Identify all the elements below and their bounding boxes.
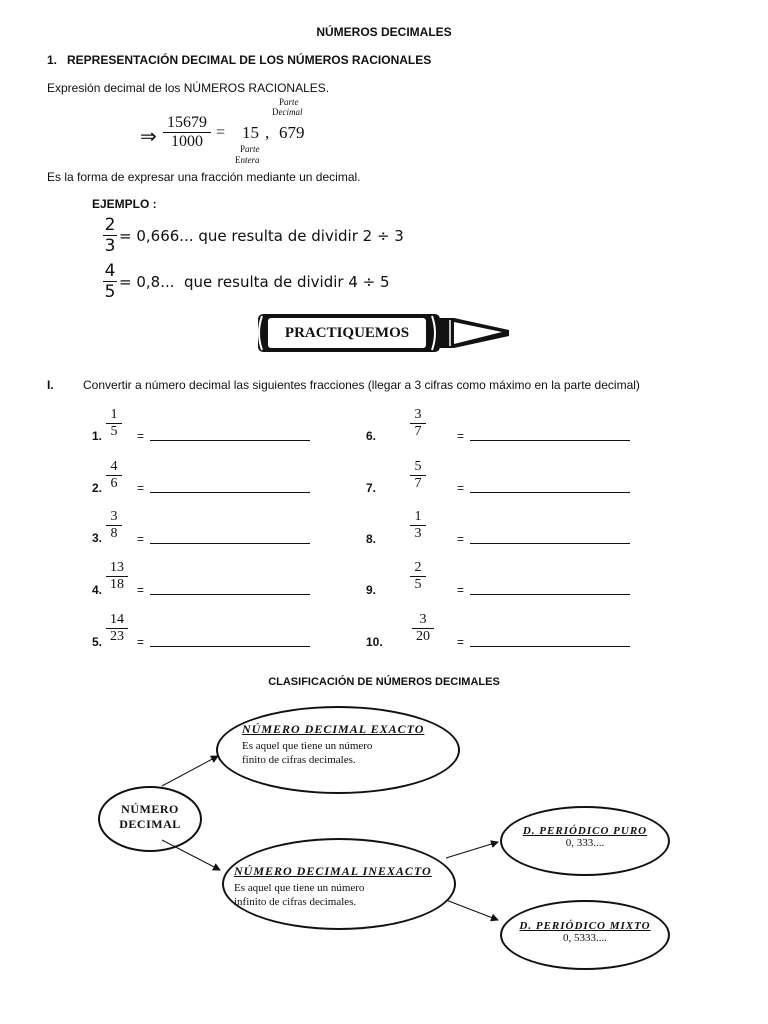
root-line-2: DECIMAL bbox=[119, 817, 181, 831]
integer-part-label-2: Entera bbox=[235, 155, 260, 165]
numerator: 1 bbox=[110, 407, 118, 422]
item-number: 2. bbox=[92, 481, 103, 495]
example-label: EJEMPLO : bbox=[92, 197, 157, 211]
exact-node bbox=[216, 706, 460, 794]
item-number: 9. bbox=[366, 583, 377, 597]
equals-sign: = bbox=[457, 583, 465, 597]
page-title: NÚMEROS DECIMALES bbox=[316, 25, 452, 39]
numerator: 1 bbox=[414, 509, 422, 524]
example-numerator: 4 bbox=[104, 261, 116, 281]
exercise-roman: I. bbox=[47, 378, 54, 392]
item-number: 4. bbox=[92, 583, 103, 597]
decimal-part-label: Parte bbox=[279, 97, 299, 107]
inexact-desc-2: infinito de cifras decimales. bbox=[234, 896, 357, 908]
intro-text: Expresión decimal de los NÚMEROS RACIONALES. bbox=[47, 81, 330, 95]
exact-desc-1: Es aquel que tiene un número bbox=[242, 740, 373, 752]
denominator: 3 bbox=[414, 526, 422, 541]
item-number: 1. bbox=[92, 429, 103, 443]
equals-sign: = bbox=[137, 481, 145, 495]
item-number: 3. bbox=[92, 531, 103, 545]
classification-title: CLASIFICACIÓN DE NÚMEROS DECIMALES bbox=[268, 676, 500, 688]
banner-label: PRACTIQUEMOS bbox=[284, 325, 410, 341]
item-number: 6. bbox=[366, 429, 377, 443]
pure-title: D. PERIÓDICO PURO bbox=[522, 825, 648, 837]
mixed-periodic-node bbox=[500, 900, 670, 970]
arrow-exact bbox=[162, 756, 218, 786]
section-heading: 1. REPRESENTACIÓN DECIMAL DE LOS NÚMEROS RACIONALES bbox=[47, 53, 432, 67]
mixed-title: D. PERIÓDICO MIXTO bbox=[519, 920, 651, 932]
numerator: 3 bbox=[419, 612, 427, 627]
decimal-part-label-2: Decimal bbox=[272, 107, 303, 117]
integer-part: 15 bbox=[242, 123, 259, 142]
example-denominator: 5 bbox=[104, 282, 116, 302]
numerator: 3 bbox=[414, 407, 422, 422]
denominator: 8 bbox=[110, 526, 118, 541]
item-number: 10. bbox=[366, 635, 383, 649]
equals-sign: = bbox=[216, 124, 226, 141]
numerator: 4 bbox=[110, 459, 118, 474]
numerator: 13 bbox=[110, 560, 124, 575]
denominator: 7 bbox=[414, 476, 422, 491]
arrow-mixed bbox=[446, 900, 498, 920]
denominator: 18 bbox=[110, 577, 124, 592]
numerator: 3 bbox=[110, 509, 118, 524]
equals-sign: = bbox=[457, 635, 465, 649]
example-numerator: 2 bbox=[104, 215, 116, 235]
equals-sign: = bbox=[457, 481, 465, 495]
root-node bbox=[98, 786, 202, 852]
equals-sign: = bbox=[137, 583, 145, 597]
exercise-instruction: Convertir a número decimal las siguientes fracciones (llegar a 3 cifras como máximo en la parte decimal) bbox=[83, 378, 640, 392]
item-number: 5. bbox=[92, 635, 103, 649]
inexact-node bbox=[222, 838, 456, 930]
decimal-part: 679 bbox=[279, 123, 305, 142]
root-line-1: NÚMERO bbox=[121, 802, 179, 816]
denominator: 7 bbox=[414, 424, 422, 439]
example-denominator: 3 bbox=[104, 236, 116, 256]
equals-sign: = bbox=[457, 429, 465, 443]
denominator: 5 bbox=[110, 424, 118, 439]
numerator: 5 bbox=[414, 459, 422, 474]
equals-sign: = bbox=[457, 532, 465, 546]
exact-title: NÚMERO DECIMAL EXACTO bbox=[242, 722, 425, 736]
equals-sign: = bbox=[137, 635, 145, 649]
inexact-title: NÚMERO DECIMAL INEXACTO bbox=[234, 864, 432, 878]
equals-sign: = bbox=[137, 429, 145, 443]
main-denominator: 1000 bbox=[171, 133, 203, 150]
numerator: 14 bbox=[110, 612, 124, 627]
equals-sign: = bbox=[137, 532, 145, 546]
main-numerator: 15679 bbox=[167, 114, 207, 131]
pure-value: 0, 333.... bbox=[565, 837, 605, 849]
denominator: 5 bbox=[414, 577, 422, 592]
mixed-value: 0, 5333.... bbox=[563, 932, 607, 944]
description-text: Es la forma de expresar una fracción mediante un decimal. bbox=[47, 170, 361, 184]
decimal-comma: , bbox=[265, 123, 270, 142]
denominator: 20 bbox=[416, 629, 430, 644]
pure-periodic-node bbox=[500, 806, 670, 876]
item-number: 8. bbox=[366, 532, 377, 546]
implies-symbol: ⇒ bbox=[140, 126, 157, 148]
denominator: 6 bbox=[110, 476, 118, 491]
numerator: 2 bbox=[414, 560, 422, 575]
denominator: 23 bbox=[110, 629, 124, 644]
exact-desc-2: finito de cifras decimales. bbox=[242, 754, 356, 766]
example-text-1: = 0,666... que resulta de dividir 2 ÷ 3 bbox=[119, 227, 404, 245]
arrow-pure bbox=[446, 842, 498, 858]
integer-part-label: Parte bbox=[240, 144, 260, 154]
example-text-2: = 0,8... que resulta de dividir 4 ÷ 5 bbox=[119, 273, 390, 291]
item-number: 7. bbox=[366, 481, 377, 495]
inexact-desc-1: Es aquel que tiene un número bbox=[234, 882, 365, 894]
